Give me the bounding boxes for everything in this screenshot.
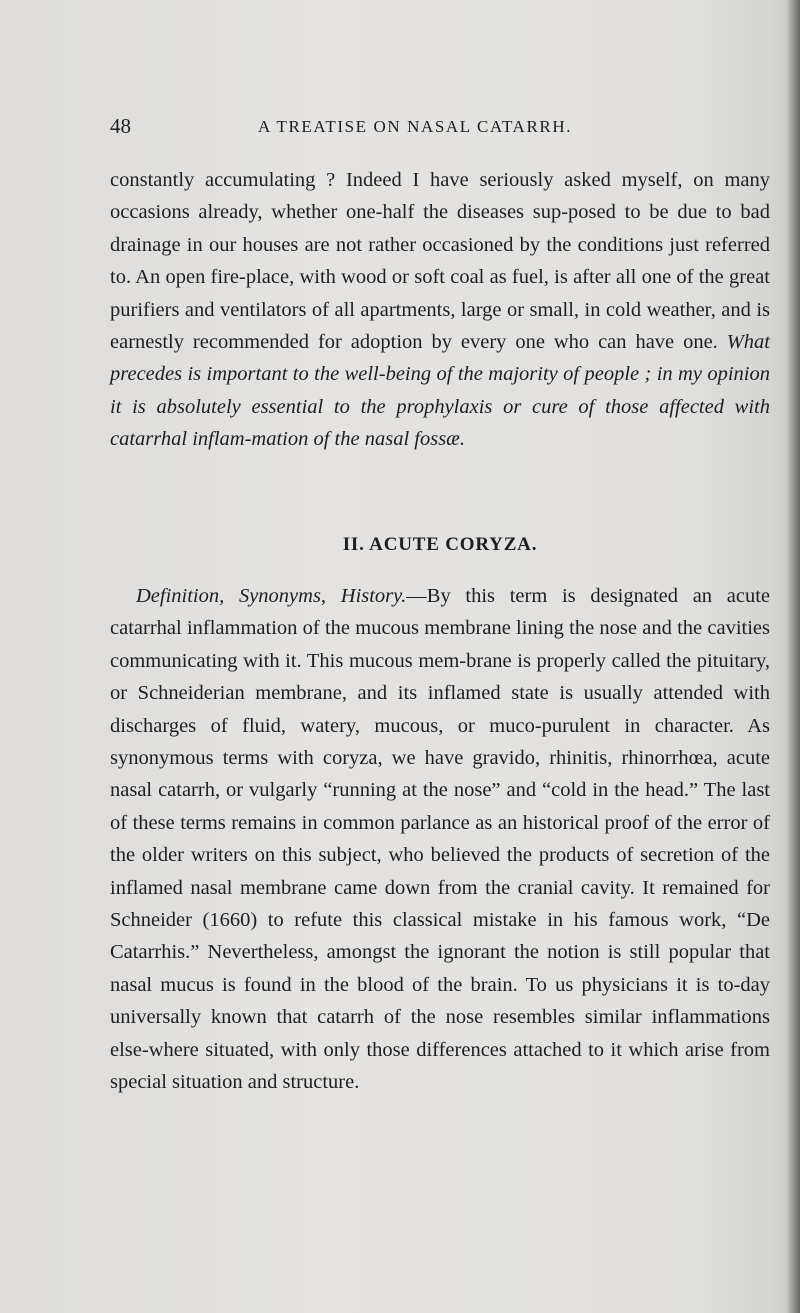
page-edge-shadow (786, 0, 800, 1313)
running-head (110, 114, 770, 144)
section-heading: II. ACUTE CORYZA. (342, 534, 538, 555)
paragraph-text: —By this term is designated an acute catarrhal inflammation of the mucous membrane lining the nose and the cavities communicating with it. This mucous mem-brane is properly called the pituitary, or Schneiderian membrane, and its inflamed state is usually attended with discharges of fluid, watery, mucous, or muco-purulent in character. As synonymous terms with coryza, we have gravido, rhinitis, rhinorrhœa, acute nasal catarrh, or vulgarly “running at the nose” and “cold in the head.” The last of these terms remains in common parlance as an historical proof of the error of the older writers on this subject, who believed the products of secretion of the inflamed nasal membrane came down from the cranial cavity. It remained for Schneider (1660) to refute this classical mistake in his famous work, “De Catarrhis.” Nevertheless, amongst the ignorant the notion is still popular that nasal mucus is found in the blood of the brain. To us physicians it is to-day universally known that catarrh of the nose resembles similar inflammations else-where situated, with only those differences attached to it which arise from special situation and structure. (110, 585, 770, 1094)
running-title: A TREATISE ON NASAL CATARRH. (258, 117, 573, 136)
paragraph-text: constantly accumulating ? Indeed I have seriously asked myself, on many occasions already, whether one-half the diseases sup-posed to be due to bad drainage in our houses are not rather occasioned by the conditions just referred to. An open fire-place, with wood or soft coal as fuel, is after all one of the great purifiers and ventilators of all apartments, large or small, in cold weather, and is earnestly recommended for adoption by every one who can have one. (110, 169, 770, 354)
paragraph-definition (110, 580, 770, 1099)
italic-emphasis: What precedes is important to the well-being of the majority of people ; in my opinion it is absolutely essential to the prophylaxis or cure of those affected with catarrhal inflam-mation of the nasal fossæ. (110, 331, 770, 451)
paragraph-continuation (110, 164, 770, 456)
lead-italic-heading: Definition, Synonyms, History. (136, 585, 407, 607)
page-number: 48 (110, 114, 131, 138)
